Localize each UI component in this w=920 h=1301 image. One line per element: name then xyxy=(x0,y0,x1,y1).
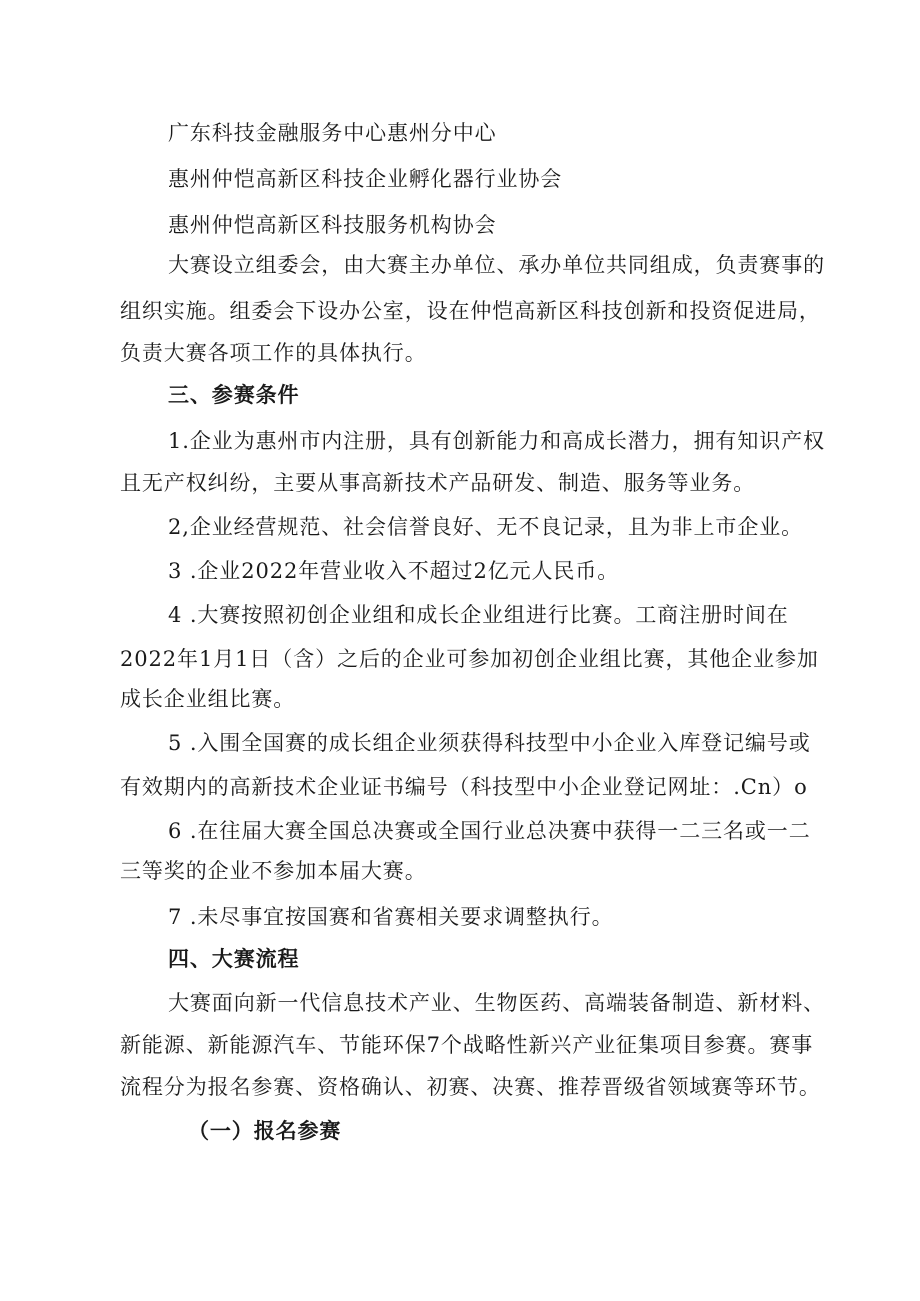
organizer-line-1: 广东科技金融服务中心惠州分中心 xyxy=(168,121,497,145)
condition-4-line-2: 2022年1月1日（含）之后的企业可参加初创企业组比赛，其他企业参加 xyxy=(120,647,819,671)
organizer-line-2: 惠州仲恺高新区科技企业孵化器行业协会 xyxy=(168,167,563,191)
condition-5-line-2: 有效期内的高新技术企业证书编号（科技型中小企业登记网址：.Cn）o xyxy=(120,775,808,799)
condition-3: 3 .企业2022年营业收入不超过2亿元人民币。 xyxy=(168,559,620,583)
committee-paragraph-line-2: 组织实施。组委会下设办公室，设在仲恺高新区科技创新和投资促进局， xyxy=(120,299,821,323)
process-paragraph-line-1: 大赛面向新一代信息技术产业、生物医药、高端装备制造、新材料、 xyxy=(168,991,825,1015)
condition-4-line-3: 成长企业组比赛。 xyxy=(120,687,296,711)
condition-5-line-1: 5 .入围全国赛的成长组企业须获得科技型中小企业入库登记编号或 xyxy=(168,731,811,755)
committee-paragraph-line-1: 大赛设立组委会，由大赛主办单位、承办单位共同组成，负责赛事的 xyxy=(168,253,825,277)
condition-7: 7 .未尽事宜按国赛和省赛相关要求调整执行。 xyxy=(168,905,614,929)
condition-2: 2,企业经营规范、社会信誉良好、无不良记录，且为非上市企业。 xyxy=(168,515,804,539)
condition-4-line-1: 4 .大赛按照初创企业组和成长企业组进行比赛。工商注册时间在 xyxy=(168,603,789,627)
condition-6-line-2: 三等奖的企业不参加本届大赛。 xyxy=(120,859,427,883)
section-heading-process: 四、大赛流程 xyxy=(168,946,300,971)
condition-1-line-1: 1.企业为惠州市内注册，具有创新能力和高成长潜力，拥有知识产权 xyxy=(168,429,825,453)
process-paragraph-line-3: 流程分为报名参赛、资格确认、初赛、决赛、推荐晋级省领域赛等环节。 xyxy=(120,1075,821,1099)
section-heading-conditions: 三、参赛条件 xyxy=(168,382,300,407)
condition-1-line-2: 且无产权纠纷，主要从事高新技术产品研发、制造、服务等业务。 xyxy=(120,471,756,495)
condition-6-line-1: 6 .在往届大赛全国总决赛或全国行业总决赛中获得一二三名或一二 xyxy=(168,819,811,843)
committee-paragraph-line-3: 负责大赛各项工作的具体执行。 xyxy=(120,341,427,365)
organizer-line-3: 惠州仲恺高新区科技服务机构协会 xyxy=(168,213,497,237)
subsection-heading-registration: （一）报名参赛 xyxy=(188,1118,342,1143)
process-paragraph-line-2: 新能源、新能源汽车、节能环保7个战略性新兴产业征集项目参赛。赛事 xyxy=(120,1033,814,1057)
